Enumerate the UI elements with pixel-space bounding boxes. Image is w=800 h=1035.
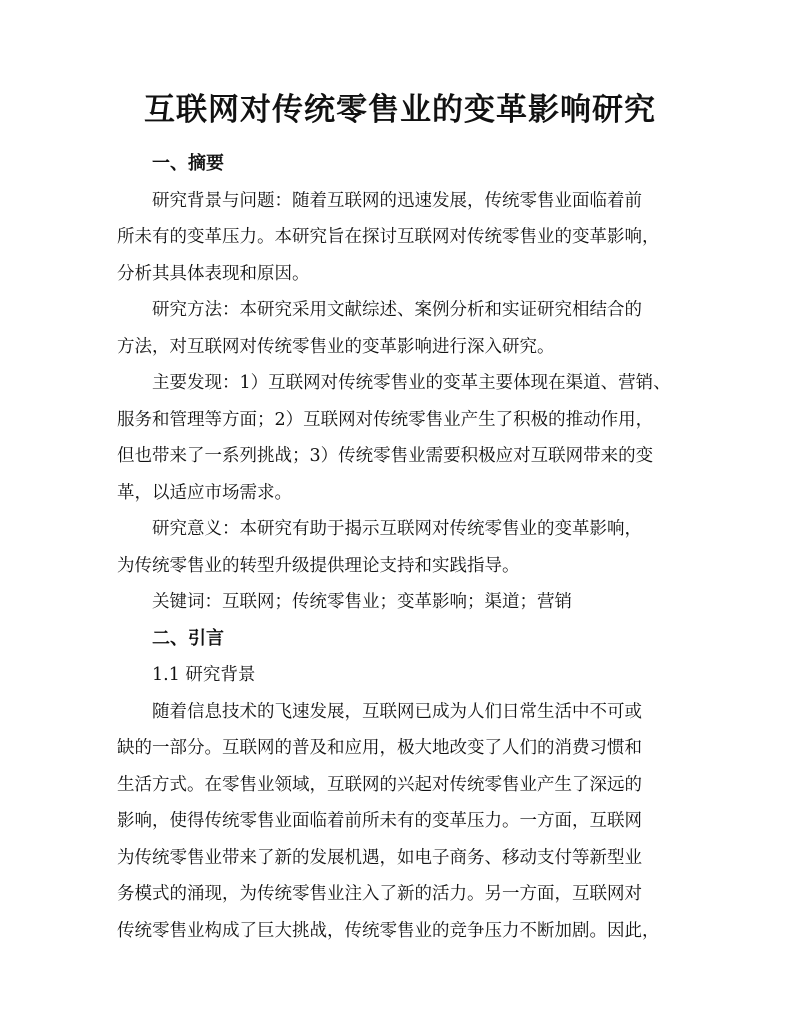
- paragraph-line: 为传统零售业带来了新的发展机遇，如电子商务、移动支付等新型业: [117, 847, 642, 868]
- document-body: [117, 146, 687, 949]
- paragraph-line: 研究背景与问题：随着互联网的迅速发展，传统零售业面临着前: [152, 190, 642, 211]
- paragraph-line: 方法，对互联网对传统零售业的变革影响进行深入研究。: [117, 336, 555, 357]
- paragraph-line: 但也带来了一系列挑战；3）传统零售业需要积极应对互联网带来的变: [117, 446, 654, 466]
- paragraph-line: 传统零售业构成了巨大挑战，传统零售业的竞争压力不断加剧。因此，: [117, 920, 660, 941]
- paragraph-line: 革，以适应市场需求。: [117, 482, 292, 503]
- paragraph-line: 研究方法：本研究采用文献综述、案例分析和实证研究相结合的: [152, 300, 642, 320]
- keywords-line: 关键词：互联网；传统零售业；变革影响；渠道；营销: [152, 592, 572, 612]
- paragraph-line: 服务和管理等方面；2）互联网对传统零售业产生了积极的推动作用，: [117, 409, 654, 430]
- paragraph-line: 生活方式。在零售业领域，互联网的兴起对传统零售业产生了深远的: [117, 774, 642, 795]
- paragraph-line: 所未有的变革压力。本研究旨在探讨互联网对传统零售业的变革影响，: [117, 227, 660, 247]
- paragraph-line: 务模式的涌现，为传统零售业注入了新的活力。另一方面，互联网对: [117, 884, 642, 904]
- paragraph-line: 主要发现：1）互联网对传统零售业的变革主要体现在渠道、营销、: [152, 373, 671, 393]
- section-subheading: 1.1 研究背景: [152, 665, 256, 685]
- paragraph-line: 研究意义：本研究有助于揭示互联网对传统零售业的变革影响，: [152, 519, 642, 539]
- document-title: 互联网对传统零售业的变革影响研究: [144, 92, 656, 128]
- introduction-heading: 二、引言: [152, 627, 224, 649]
- abstract-heading: 一、摘要: [152, 153, 224, 174]
- paragraph-line: 缺的一部分。互联网的普及和应用，极大地改变了人们的消费习惯和: [117, 738, 642, 758]
- paragraph-line: 为传统零售业的转型升级提供理论支持和实践指导。: [117, 555, 520, 576]
- paragraph-line: 分析其具体表现和原因。: [117, 263, 310, 284]
- paragraph-line: 影响，使得传统零售业面临着前所未有的变革压力。一方面，互联网: [117, 811, 642, 831]
- paragraph-line: 随着信息技术的飞速发展，互联网已成为人们日常生活中不可或: [152, 701, 642, 722]
